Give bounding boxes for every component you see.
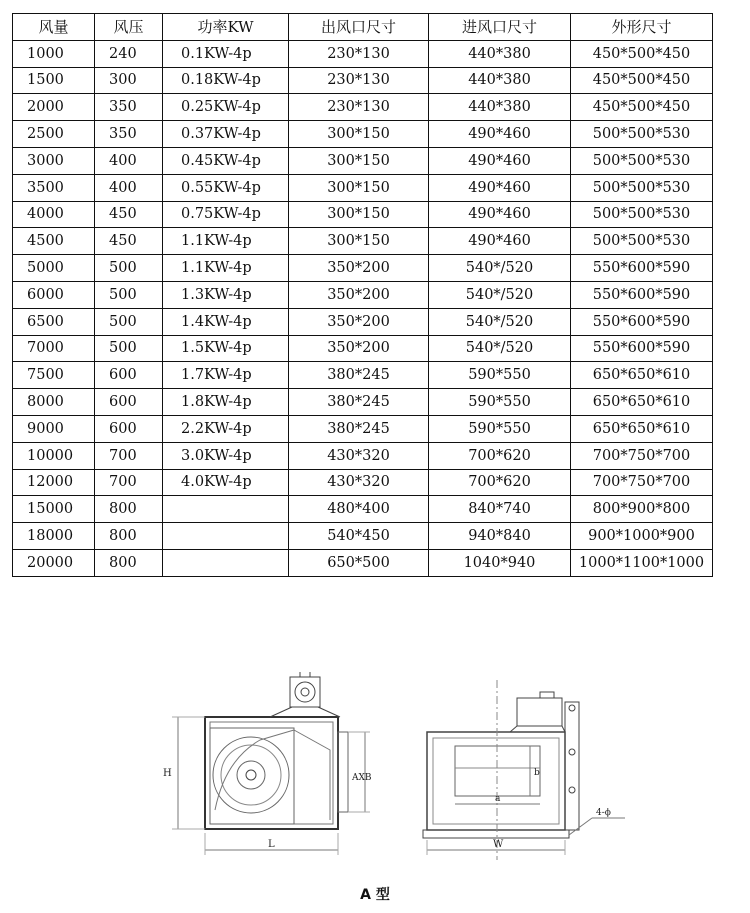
cell-airflow: 7500 — [13, 362, 95, 389]
table-row — [13, 281, 713, 308]
cell-overall-size: 500*500*530 — [571, 228, 713, 255]
cell-pressure: 700 — [95, 442, 163, 469]
cell-overall-size: 700*750*700 — [571, 469, 713, 496]
table-row — [13, 362, 713, 389]
cell-outlet-size: 350*200 — [289, 255, 429, 282]
cell-overall-size: 450*500*450 — [571, 94, 713, 121]
cell-inlet-size: 590*550 — [429, 362, 571, 389]
dim-label-length: L — [268, 839, 275, 850]
cell-airflow: 6000 — [13, 281, 95, 308]
cell-power: 1.8KW-4p — [163, 389, 289, 416]
cell-pressure: 700 — [95, 469, 163, 496]
cell-airflow: 1500 — [13, 67, 95, 94]
cell-overall-size: 550*600*590 — [571, 255, 713, 282]
cell-outlet-size: 430*320 — [289, 469, 429, 496]
table-row — [13, 308, 713, 335]
cell-outlet-size: 380*245 — [289, 415, 429, 442]
cell-overall-size: 650*650*610 — [571, 362, 713, 389]
cell-power: 4.0KW-4p — [163, 469, 289, 496]
header-outlet-size: 出风口尺寸 — [289, 14, 429, 41]
header-inlet-size: 进风口尺寸 — [429, 14, 571, 41]
cell-inlet-size: 490*460 — [429, 121, 571, 148]
cell-pressure: 450 — [95, 201, 163, 228]
cell-power: 0.75KW-4p — [163, 201, 289, 228]
cell-overall-size: 550*600*590 — [571, 308, 713, 335]
cell-inlet-size: 490*460 — [429, 174, 571, 201]
cell-overall-size: 450*500*450 — [571, 40, 713, 67]
cell-outlet-size: 230*130 — [289, 67, 429, 94]
cell-pressure: 500 — [95, 308, 163, 335]
cell-airflow: 8000 — [13, 389, 95, 416]
table-row — [13, 94, 713, 121]
cell-overall-size: 500*500*530 — [571, 147, 713, 174]
dim-label-outlet: AXB — [352, 773, 372, 783]
cell-power: 0.55KW-4p — [163, 174, 289, 201]
cell-overall-size: 550*600*590 — [571, 335, 713, 362]
cell-power: 2.2KW-4p — [163, 415, 289, 442]
dim-label-width: W — [493, 839, 504, 850]
cell-pressure: 800 — [95, 523, 163, 550]
cell-outlet-size: 300*150 — [289, 121, 429, 148]
cell-airflow: 20000 — [13, 549, 95, 576]
cell-inlet-size: 540*/520 — [429, 308, 571, 335]
cell-overall-size: 650*650*610 — [571, 415, 713, 442]
cell-inlet-size: 590*550 — [429, 389, 571, 416]
cell-outlet-size: 380*245 — [289, 362, 429, 389]
cell-outlet-size: 300*150 — [289, 147, 429, 174]
cell-overall-size: 500*500*530 — [571, 121, 713, 148]
cell-power: 0.37KW-4p — [163, 121, 289, 148]
cell-inlet-size: 590*550 — [429, 415, 571, 442]
cell-inlet-size: 700*620 — [429, 442, 571, 469]
cell-outlet-size: 300*150 — [289, 228, 429, 255]
header-pressure: 风压 — [95, 14, 163, 41]
cell-airflow: 18000 — [13, 523, 95, 550]
cell-outlet-size: 650*500 — [289, 549, 429, 576]
cell-inlet-size: 490*460 — [429, 228, 571, 255]
cell-pressure: 600 — [95, 389, 163, 416]
spec-table — [12, 13, 713, 577]
table-row — [13, 389, 713, 416]
cell-overall-size: 500*500*530 — [571, 174, 713, 201]
cell-power: 0.45KW-4p — [163, 147, 289, 174]
cell-power: 1.5KW-4p — [163, 335, 289, 362]
cell-outlet-size: 540*450 — [289, 523, 429, 550]
cell-inlet-size: 440*380 — [429, 67, 571, 94]
cell-inlet-size: 700*620 — [429, 469, 571, 496]
cell-inlet-size: 440*380 — [429, 40, 571, 67]
dim-label-b: b — [534, 768, 540, 778]
cell-power: 0.25KW-4p — [163, 94, 289, 121]
header-row — [13, 14, 713, 41]
cell-pressure: 500 — [95, 335, 163, 362]
cell-overall-size: 700*750*700 — [571, 442, 713, 469]
cell-overall-size: 500*500*530 — [571, 201, 713, 228]
cell-outlet-size: 350*200 — [289, 281, 429, 308]
cell-overall-size: 1000*1100*1000 — [571, 549, 713, 576]
cell-inlet-size: 490*460 — [429, 147, 571, 174]
table-row — [13, 523, 713, 550]
cell-power: 3.0KW-4p — [163, 442, 289, 469]
dim-label-height: H — [163, 768, 172, 779]
cell-outlet-size: 300*150 — [289, 201, 429, 228]
cell-airflow: 5000 — [13, 255, 95, 282]
table-row — [13, 121, 713, 148]
cell-power: 1.3KW-4p — [163, 281, 289, 308]
cell-pressure: 450 — [95, 228, 163, 255]
cell-pressure: 800 — [95, 496, 163, 523]
cell-power — [163, 523, 289, 550]
cell-pressure: 500 — [95, 255, 163, 282]
cell-inlet-size: 490*460 — [429, 201, 571, 228]
cell-pressure: 400 — [95, 147, 163, 174]
cell-power — [163, 549, 289, 576]
cell-overall-size: 800*900*800 — [571, 496, 713, 523]
cell-pressure: 500 — [95, 281, 163, 308]
cell-inlet-size: 940*840 — [429, 523, 571, 550]
cell-overall-size: 450*500*450 — [571, 67, 713, 94]
cell-outlet-size: 350*200 — [289, 308, 429, 335]
cell-outlet-size: 350*200 — [289, 335, 429, 362]
cell-airflow: 3000 — [13, 147, 95, 174]
cell-inlet-size: 540*/520 — [429, 281, 571, 308]
cell-power: 1.7KW-4p — [163, 362, 289, 389]
cell-inlet-size: 840*740 — [429, 496, 571, 523]
cell-inlet-size: 1040*940 — [429, 549, 571, 576]
header-airflow: 风量 — [13, 14, 95, 41]
side-view — [172, 672, 370, 855]
front-view — [423, 680, 625, 860]
cell-airflow: 2500 — [13, 121, 95, 148]
cell-overall-size: 900*1000*900 — [571, 523, 713, 550]
cell-power: 0.1KW-4p — [163, 40, 289, 67]
cell-pressure: 350 — [95, 121, 163, 148]
table-row — [13, 442, 713, 469]
cell-airflow: 1000 — [13, 40, 95, 67]
cell-outlet-size: 230*130 — [289, 40, 429, 67]
table-row — [13, 469, 713, 496]
cell-power: 1.1KW-4p — [163, 228, 289, 255]
cell-airflow: 6500 — [13, 308, 95, 335]
cell-airflow: 7000 — [13, 335, 95, 362]
dim-label-holes: 4-ϕ — [596, 808, 611, 818]
cell-overall-size: 550*600*590 — [571, 281, 713, 308]
cell-power: 1.4KW-4p — [163, 308, 289, 335]
cell-power: 1.1KW-4p — [163, 255, 289, 282]
cell-pressure: 600 — [95, 362, 163, 389]
cell-power: 0.18KW-4p — [163, 67, 289, 94]
cell-airflow: 10000 — [13, 442, 95, 469]
header-power: 功率KW — [163, 14, 289, 41]
cell-overall-size: 650*650*610 — [571, 389, 713, 416]
table-row — [13, 201, 713, 228]
cell-inlet-size: 540*/520 — [429, 255, 571, 282]
table-row — [13, 147, 713, 174]
cell-outlet-size: 230*130 — [289, 94, 429, 121]
table-row — [13, 496, 713, 523]
cell-airflow: 3500 — [13, 174, 95, 201]
table-row — [13, 174, 713, 201]
cell-pressure: 300 — [95, 67, 163, 94]
drawing-caption: A 型 — [360, 887, 390, 903]
table-row — [13, 228, 713, 255]
dim-label-a: a — [495, 794, 501, 804]
table-body — [13, 40, 713, 576]
cell-airflow: 9000 — [13, 415, 95, 442]
table-row — [13, 40, 713, 67]
cell-inlet-size: 540*/520 — [429, 335, 571, 362]
cell-pressure: 400 — [95, 174, 163, 201]
cell-pressure: 240 — [95, 40, 163, 67]
cell-outlet-size: 380*245 — [289, 389, 429, 416]
cell-outlet-size: 480*400 — [289, 496, 429, 523]
cell-outlet-size: 300*150 — [289, 174, 429, 201]
cell-power — [163, 496, 289, 523]
cell-inlet-size: 440*380 — [429, 94, 571, 121]
table-row — [13, 255, 713, 282]
cell-pressure: 800 — [95, 549, 163, 576]
cell-pressure: 350 — [95, 94, 163, 121]
cell-airflow: 4000 — [13, 201, 95, 228]
header-overall-size: 外形尺寸 — [571, 14, 713, 41]
cell-outlet-size: 430*320 — [289, 442, 429, 469]
cell-airflow: 4500 — [13, 228, 95, 255]
fan-drawing — [0, 650, 750, 913]
table-row — [13, 335, 713, 362]
cell-pressure: 600 — [95, 415, 163, 442]
cell-airflow: 2000 — [13, 94, 95, 121]
cell-airflow: 15000 — [13, 496, 95, 523]
table-row — [13, 67, 713, 94]
cell-airflow: 12000 — [13, 469, 95, 496]
table-row — [13, 549, 713, 576]
table-row — [13, 415, 713, 442]
